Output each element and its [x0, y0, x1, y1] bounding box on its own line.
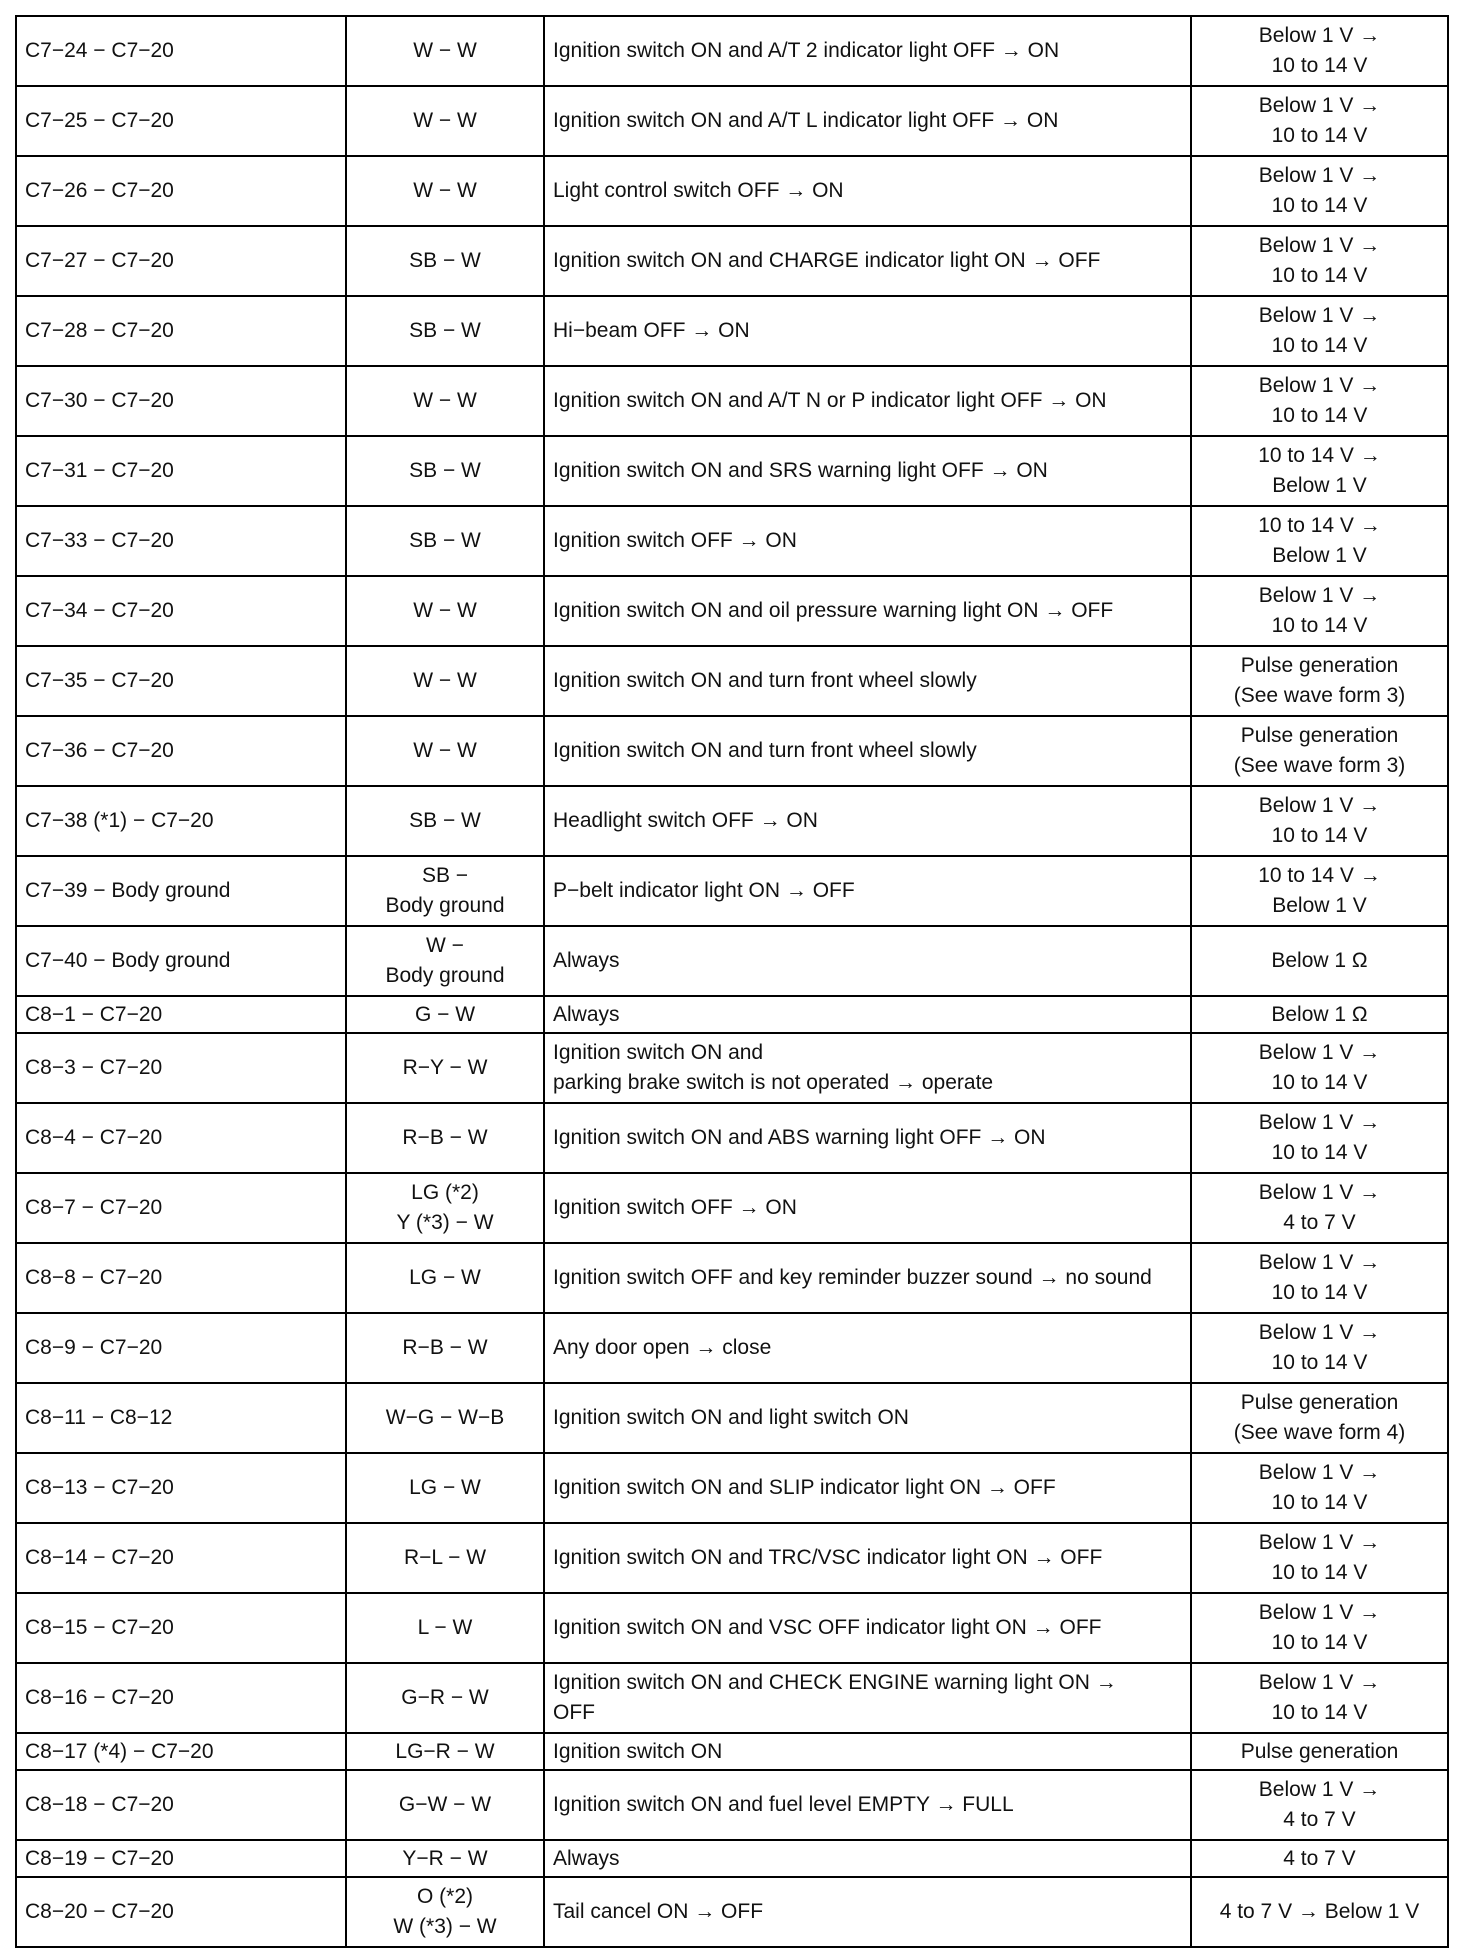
- condition-cell: Always: [544, 996, 1191, 1033]
- specified-condition-cell: Pulse generation (See wave form 3): [1191, 716, 1448, 786]
- specified-condition-cell: Below 1 V → 10 to 14 V: [1191, 86, 1448, 156]
- table-row: [16, 996, 1448, 1033]
- specified-condition-cell: Below 1 V → 10 to 14 V: [1191, 1033, 1448, 1103]
- condition-cell: Ignition switch ON and VSC OFF indicator light ON → OFF: [544, 1593, 1191, 1663]
- condition-cell: Ignition switch ON and TRC/VSC indicator light ON → OFF: [544, 1523, 1191, 1593]
- specified-condition-cell: Below 1 V → 10 to 14 V: [1191, 1103, 1448, 1173]
- condition-cell: Ignition switch ON and CHECK ENGINE warning light ON → OFF: [544, 1663, 1191, 1733]
- table-row: [16, 576, 1448, 646]
- wiring-color-cell: G−R − W: [346, 1663, 544, 1733]
- terminal-cell: C8−13 − C7−20: [16, 1453, 346, 1523]
- specified-condition-cell: Pulse generation: [1191, 1733, 1448, 1770]
- specified-condition-cell: Below 1 V → 10 to 14 V: [1191, 1453, 1448, 1523]
- terminal-cell: C8−18 − C7−20: [16, 1770, 346, 1840]
- condition-cell: Always: [544, 1840, 1191, 1877]
- terminal-cell: C8−7 − C7−20: [16, 1173, 346, 1243]
- wiring-color-cell: W − W: [346, 16, 544, 86]
- specified-condition-cell: Below 1 V → 4 to 7 V: [1191, 1770, 1448, 1840]
- terminal-cell: C8−20 − C7−20: [16, 1877, 346, 1947]
- specified-condition-cell: Below 1 V → 10 to 14 V: [1191, 1593, 1448, 1663]
- table-row: [16, 1313, 1448, 1383]
- wiring-color-cell: G−W − W: [346, 1770, 544, 1840]
- terminal-cell: C7−27 − C7−20: [16, 226, 346, 296]
- specified-condition-cell: 10 to 14 V → Below 1 V: [1191, 506, 1448, 576]
- specified-condition-cell: Pulse generation (See wave form 3): [1191, 646, 1448, 716]
- table-row: [16, 1033, 1448, 1103]
- table-row: [16, 646, 1448, 716]
- terminal-cell: C7−33 − C7−20: [16, 506, 346, 576]
- terminal-cell: C8−15 − C7−20: [16, 1593, 346, 1663]
- table-row: [16, 226, 1448, 296]
- terminal-cell: C7−35 − C7−20: [16, 646, 346, 716]
- condition-cell: Ignition switch OFF and key reminder buzzer sound → no sound: [544, 1243, 1191, 1313]
- specified-condition-cell: Below 1 V → 10 to 14 V: [1191, 366, 1448, 436]
- condition-cell: Ignition switch ON and CHARGE indicator light ON → OFF: [544, 226, 1191, 296]
- specified-condition-cell: Below 1 V → 10 to 14 V: [1191, 1663, 1448, 1733]
- condition-cell: Hi−beam OFF → ON: [544, 296, 1191, 366]
- table-body: [16, 16, 1448, 1947]
- table-row: [16, 366, 1448, 436]
- condition-cell: Ignition switch OFF → ON: [544, 1173, 1191, 1243]
- condition-cell: Ignition switch ON and oil pressure warning light ON → OFF: [544, 576, 1191, 646]
- table-row: [16, 506, 1448, 576]
- wiring-color-cell: O (*2) W (*3) − W: [346, 1877, 544, 1947]
- condition-cell: Ignition switch ON and parking brake switch is not operated → operate: [544, 1033, 1191, 1103]
- condition-cell: Always: [544, 926, 1191, 996]
- condition-cell: Ignition switch ON and turn front wheel slowly: [544, 646, 1191, 716]
- wiring-color-cell: SB − W: [346, 436, 544, 506]
- table-row: [16, 1523, 1448, 1593]
- table-row: [16, 716, 1448, 786]
- condition-cell: Ignition switch ON and turn front wheel slowly: [544, 716, 1191, 786]
- wiring-color-cell: W − W: [346, 646, 544, 716]
- wiring-color-cell: R−B − W: [346, 1103, 544, 1173]
- specified-condition-cell: Below 1 V → 10 to 14 V: [1191, 156, 1448, 226]
- terminal-cell: C8−19 − C7−20: [16, 1840, 346, 1877]
- table-row: [16, 1103, 1448, 1173]
- terminal-cell: C7−26 − C7−20: [16, 156, 346, 226]
- wiring-color-cell: W − W: [346, 156, 544, 226]
- terminal-cell: C7−28 − C7−20: [16, 296, 346, 366]
- wiring-color-cell: W − Body ground: [346, 926, 544, 996]
- wiring-color-cell: LG − W: [346, 1453, 544, 1523]
- wiring-color-cell: W−G − W−B: [346, 1383, 544, 1453]
- wiring-color-cell: SB − W: [346, 506, 544, 576]
- table-row: [16, 926, 1448, 996]
- terminal-spec-table: [15, 15, 1449, 1948]
- condition-cell: P−belt indicator light ON → OFF: [544, 856, 1191, 926]
- wiring-color-cell: LG − W: [346, 1243, 544, 1313]
- specified-condition-cell: Below 1 Ω: [1191, 996, 1448, 1033]
- specified-condition-cell: Below 1 V → 10 to 14 V: [1191, 226, 1448, 296]
- specified-condition-cell: 4 to 7 V → Below 1 V: [1191, 1877, 1448, 1947]
- table-row: [16, 156, 1448, 226]
- wiring-color-cell: LG (*2) Y (*3) − W: [346, 1173, 544, 1243]
- condition-cell: Ignition switch ON and SRS warning light OFF → ON: [544, 436, 1191, 506]
- table-row: [16, 1877, 1448, 1947]
- terminal-cell: C8−4 − C7−20: [16, 1103, 346, 1173]
- condition-cell: Tail cancel ON → OFF: [544, 1877, 1191, 1947]
- terminal-cell: C8−17 (*4) − C7−20: [16, 1733, 346, 1770]
- terminal-cell: C8−9 − C7−20: [16, 1313, 346, 1383]
- specified-condition-cell: 4 to 7 V: [1191, 1840, 1448, 1877]
- terminal-cell: C8−8 − C7−20: [16, 1243, 346, 1313]
- terminal-cell: C7−36 − C7−20: [16, 716, 346, 786]
- wiring-color-cell: R−L − W: [346, 1523, 544, 1593]
- condition-cell: Ignition switch ON and A/T N or P indicator light OFF → ON: [544, 366, 1191, 436]
- table-row: [16, 16, 1448, 86]
- wiring-color-cell: W − W: [346, 716, 544, 786]
- specified-condition-cell: Below 1 Ω: [1191, 926, 1448, 996]
- wiring-color-cell: SB − W: [346, 226, 544, 296]
- terminal-cell: C8−16 − C7−20: [16, 1663, 346, 1733]
- table-row: [16, 86, 1448, 156]
- condition-cell: Ignition switch ON and SLIP indicator light ON → OFF: [544, 1453, 1191, 1523]
- wiring-color-cell: W − W: [346, 576, 544, 646]
- condition-cell: Ignition switch ON and fuel level EMPTY → FULL: [544, 1770, 1191, 1840]
- specified-condition-cell: Below 1 V → 4 to 7 V: [1191, 1173, 1448, 1243]
- wiring-color-cell: R−Y − W: [346, 1033, 544, 1103]
- specified-condition-cell: 10 to 14 V → Below 1 V: [1191, 436, 1448, 506]
- wiring-color-cell: L − W: [346, 1593, 544, 1663]
- terminal-cell: C7−24 − C7−20: [16, 16, 346, 86]
- wiring-color-cell: R−B − W: [346, 1313, 544, 1383]
- table-row: [16, 1840, 1448, 1877]
- terminal-cell: C8−14 − C7−20: [16, 1523, 346, 1593]
- terminal-cell: C7−39 − Body ground: [16, 856, 346, 926]
- specified-condition-cell: Below 1 V → 10 to 14 V: [1191, 576, 1448, 646]
- table-row: [16, 1453, 1448, 1523]
- terminal-cell: C8−1 − C7−20: [16, 996, 346, 1033]
- table-row: [16, 856, 1448, 926]
- specified-condition-cell: Below 1 V → 10 to 14 V: [1191, 1523, 1448, 1593]
- wiring-color-cell: SB − Body ground: [346, 856, 544, 926]
- wiring-color-cell: SB − W: [346, 786, 544, 856]
- terminal-cell: C7−31 − C7−20: [16, 436, 346, 506]
- table-row: [16, 1733, 1448, 1770]
- table-row: [16, 1243, 1448, 1313]
- table-row: [16, 786, 1448, 856]
- condition-cell: Light control switch OFF → ON: [544, 156, 1191, 226]
- table-row: [16, 1770, 1448, 1840]
- specified-condition-cell: Below 1 V → 10 to 14 V: [1191, 1243, 1448, 1313]
- wiring-color-cell: Y−R − W: [346, 1840, 544, 1877]
- table-row: [16, 1593, 1448, 1663]
- table-row: [16, 1173, 1448, 1243]
- terminal-cell: C7−40 − Body ground: [16, 926, 346, 996]
- specified-condition-cell: Pulse generation (See wave form 4): [1191, 1383, 1448, 1453]
- terminal-cell: C8−3 − C7−20: [16, 1033, 346, 1103]
- condition-cell: Any door open → close: [544, 1313, 1191, 1383]
- condition-cell: Ignition switch ON: [544, 1733, 1191, 1770]
- wiring-color-cell: W − W: [346, 86, 544, 156]
- table-row: [16, 1663, 1448, 1733]
- condition-cell: Ignition switch ON and A/T L indicator light OFF → ON: [544, 86, 1191, 156]
- specified-condition-cell: Below 1 V → 10 to 14 V: [1191, 1313, 1448, 1383]
- condition-cell: Headlight switch OFF → ON: [544, 786, 1191, 856]
- table-row: [16, 436, 1448, 506]
- condition-cell: Ignition switch ON and A/T 2 indicator light OFF → ON: [544, 16, 1191, 86]
- wiring-color-cell: LG−R − W: [346, 1733, 544, 1770]
- terminal-cell: C7−25 − C7−20: [16, 86, 346, 156]
- condition-cell: Ignition switch OFF → ON: [544, 506, 1191, 576]
- specified-condition-cell: Below 1 V → 10 to 14 V: [1191, 786, 1448, 856]
- terminal-cell: C8−11 − C8−12: [16, 1383, 346, 1453]
- terminal-cell: C7−34 − C7−20: [16, 576, 346, 646]
- specified-condition-cell: Below 1 V → 10 to 14 V: [1191, 16, 1448, 86]
- wiring-color-cell: W − W: [346, 366, 544, 436]
- condition-cell: Ignition switch ON and ABS warning light OFF → ON: [544, 1103, 1191, 1173]
- terminal-cell: C7−38 (*1) − C7−20: [16, 786, 346, 856]
- wiring-color-cell: G − W: [346, 996, 544, 1033]
- table-row: [16, 1383, 1448, 1453]
- condition-cell: Ignition switch ON and light switch ON: [544, 1383, 1191, 1453]
- terminal-cell: C7−30 − C7−20: [16, 366, 346, 436]
- specified-condition-cell: 10 to 14 V → Below 1 V: [1191, 856, 1448, 926]
- specified-condition-cell: Below 1 V → 10 to 14 V: [1191, 296, 1448, 366]
- table-row: [16, 296, 1448, 366]
- wiring-color-cell: SB − W: [346, 296, 544, 366]
